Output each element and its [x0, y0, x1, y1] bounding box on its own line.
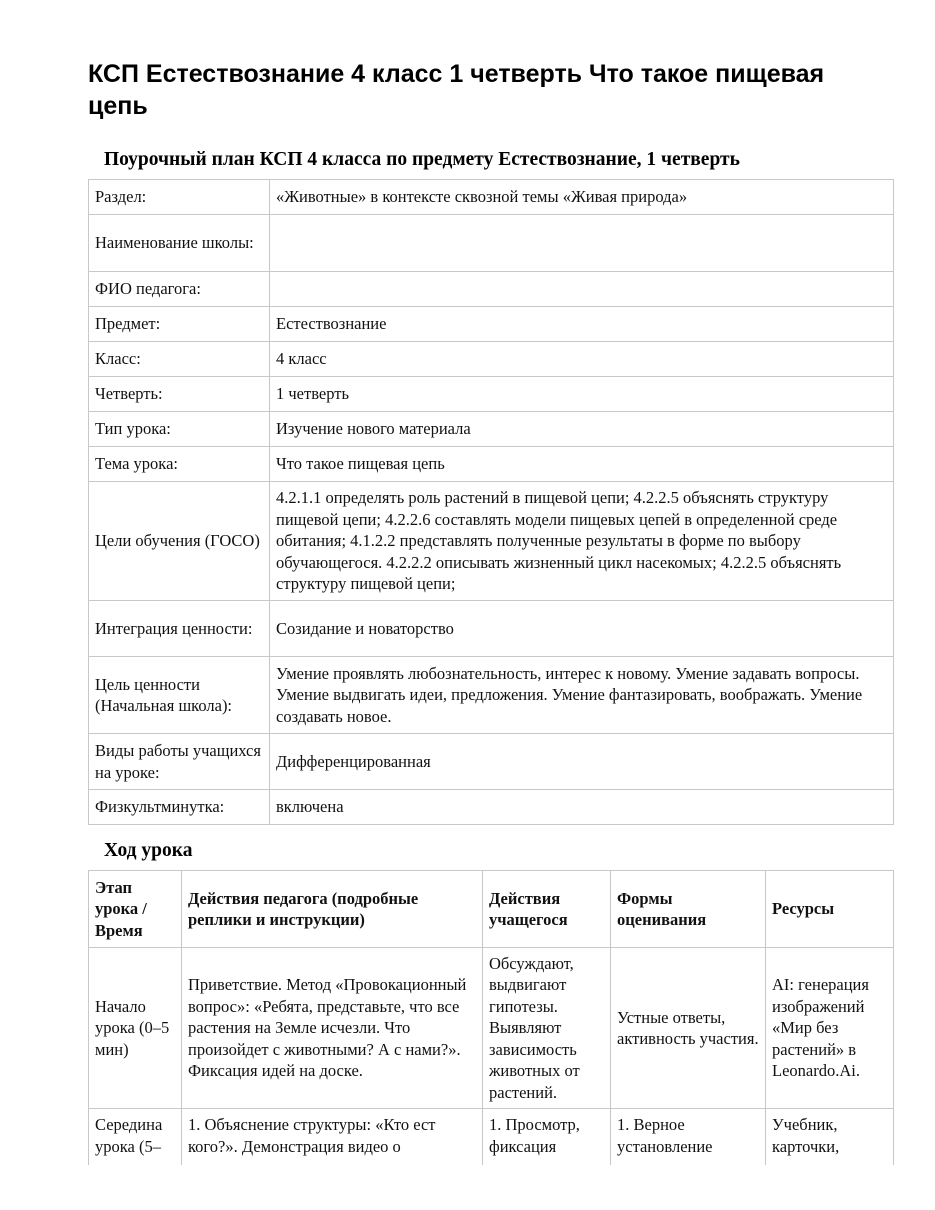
info-label: Виды работы учащихся на уроке:	[89, 734, 270, 790]
page-title: КСП Естествознание 4 класс 1 четверть Что такое пищевая цепь	[88, 60, 825, 120]
table-header-row	[89, 871, 894, 948]
table-row	[89, 180, 894, 215]
table-row	[89, 482, 894, 601]
step-cell: Начало урока (0–5 мин)	[89, 948, 182, 1109]
table-row	[89, 215, 894, 272]
info-label: Предмет:	[89, 307, 270, 342]
info-label: Наименование школы:	[89, 215, 270, 272]
step-cell: Середина урока (5–	[89, 1109, 182, 1166]
step-cell: AI: генерация изображений «Мир без растений» в Leonardo.Ai.	[766, 948, 894, 1109]
info-value: Изучение нового материала	[270, 412, 894, 447]
info-value: Созидание и новаторство	[270, 601, 894, 657]
table-row	[89, 1109, 894, 1166]
lesson-info-table	[88, 179, 894, 825]
info-value	[270, 272, 894, 307]
info-value: 1 четверть	[270, 377, 894, 412]
step-cell: 1. Объяснение структуры: «Кто ест кого?». Демонстрация видео о	[182, 1109, 483, 1166]
step-cell: Учебник, карточки,	[766, 1109, 894, 1166]
table-row	[89, 377, 894, 412]
info-value: Дифференцированная	[270, 734, 894, 790]
info-label: Раздел:	[89, 180, 270, 215]
step-cell: Устные ответы, активность участия.	[611, 948, 766, 1109]
table-row	[89, 601, 894, 657]
info-label: Четверть:	[89, 377, 270, 412]
info-label: Физкультминутка:	[89, 790, 270, 825]
info-label: ФИО педагога:	[89, 272, 270, 307]
lesson-heading: Ход урока	[104, 840, 193, 861]
lesson-steps-table	[88, 870, 894, 1165]
table-row	[89, 307, 894, 342]
step-cell: 1. Просмотр, фиксация	[483, 1109, 611, 1166]
info-label: Цели обучения (ГОСО)	[89, 482, 270, 601]
table-row	[89, 657, 894, 734]
column-header: Этап урока / Время	[89, 871, 182, 948]
info-value: 4.2.1.1 определять роль растений в пищевой цепи; 4.2.2.5 объяснять структуру пищевой цепи; 4.2.2.6 составлять модели пищевых цепей в определенной среде обитания; 4.1.2.2 представлять полученные результаты в форме по выбору обучающегося. 4.2.2.2 описывать жизненный цикл насекомых; 4.2.2.5 объяснять структуру пищевой цепи;	[270, 482, 894, 601]
info-label: Тип урока:	[89, 412, 270, 447]
table-row	[89, 734, 894, 790]
info-label: Интеграция ценности:	[89, 601, 270, 657]
step-cell: 1. Верное установление	[611, 1109, 766, 1166]
table-row	[89, 342, 894, 377]
step-cell: Приветствие. Метод «Провокационный вопрос»: «Ребята, представьте, что все растения на Земле исчезли. Что произойдет с животными? А с нами?». Фиксация идей на доске.	[182, 948, 483, 1109]
info-value: включена	[270, 790, 894, 825]
info-value: «Животные» в контексте сквозной темы «Живая природа»	[270, 180, 894, 215]
table-row	[89, 948, 894, 1109]
table-row	[89, 272, 894, 307]
info-label: Класс:	[89, 342, 270, 377]
info-value: Что такое пищевая цепь	[270, 447, 894, 482]
info-value: Умение проявлять любознательность, интерес к новому. Умение задавать вопросы. Умение выдвигать идеи, предложения. Умение фантазировать, воображать. Умение создавать новое.	[270, 657, 894, 734]
column-header: Действия учащегося	[483, 871, 611, 948]
plan-heading: Поурочный план КСП 4 класса по предмету Естествознание, 1 четверть	[104, 149, 740, 170]
table-row	[89, 412, 894, 447]
column-header: Ресурсы	[766, 871, 894, 948]
info-label: Тема урока:	[89, 447, 270, 482]
step-cell: Обсуждают, выдвигают гипотезы. Выявляют зависимость животных от растений.	[483, 948, 611, 1109]
table-row	[89, 790, 894, 825]
info-value: 4 класс	[270, 342, 894, 377]
column-header: Формы оценивания	[611, 871, 766, 948]
info-label: Цель ценности (Начальная школа):	[89, 657, 270, 734]
table-row	[89, 447, 894, 482]
info-value	[270, 215, 894, 272]
info-value: Естествознание	[270, 307, 894, 342]
column-header: Действия педагога (подробные реплики и инструкции)	[182, 871, 483, 948]
